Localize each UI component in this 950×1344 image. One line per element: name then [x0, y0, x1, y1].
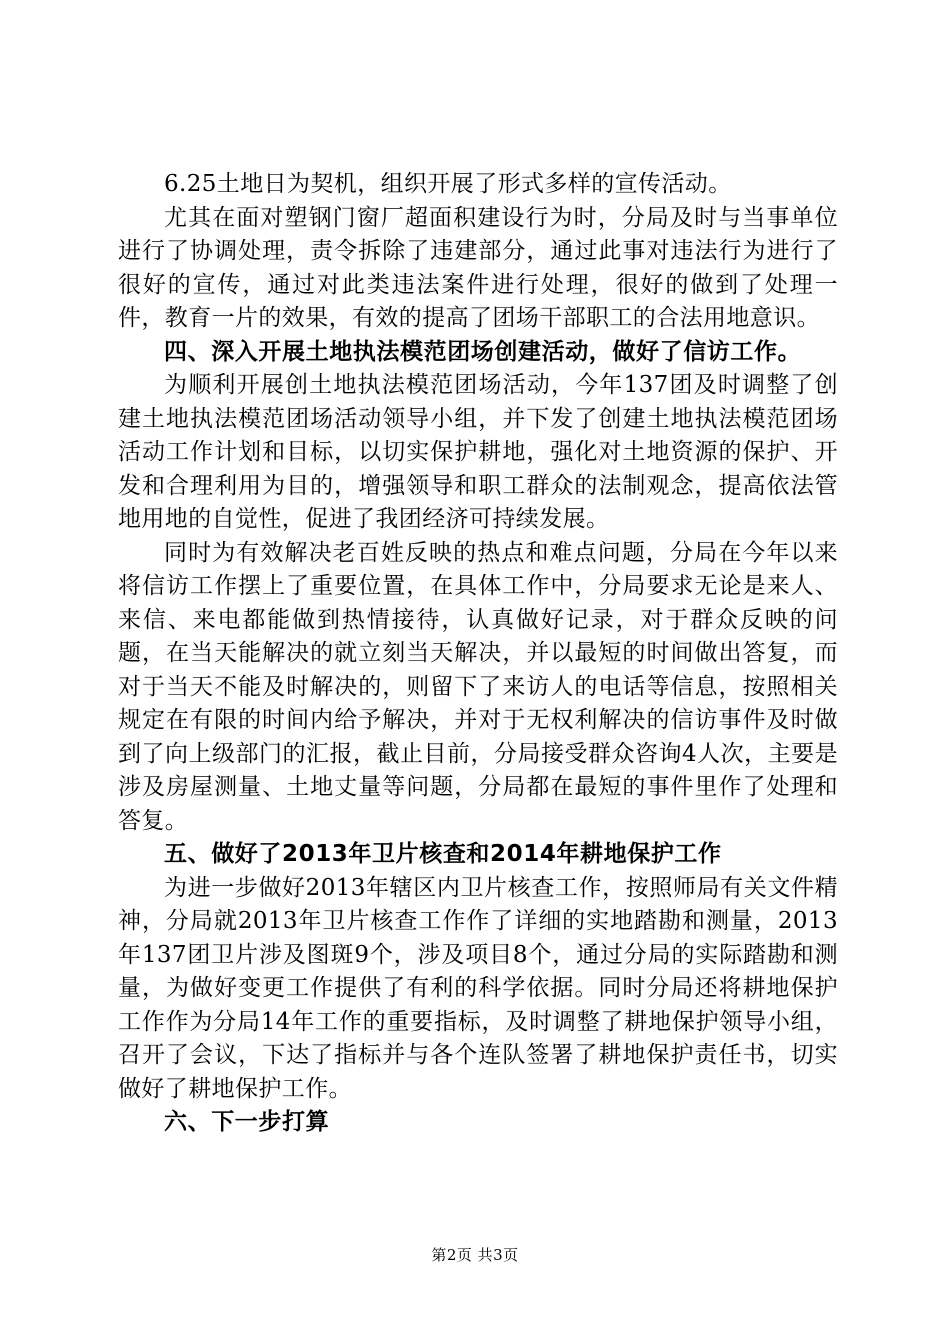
paragraph-satellite-check: 为进一步做好2013年辖区内卫片核查工作，按照师局有关文件精神，分局就2013年卫片核查工作作了详细的实地踏勘和测量，2013年137团卫片涉及图斑9个，涉及项目8个，通过分局的实际踏勘和测量，为做好变更工作提供了有利的科学依据。同时分局还将耕地保护工作作为分局14年工作的重要指标，及时调整了耕地保护领导小组，召开了会议，下达了指标并与各个连队签署了耕地保护责任书，切实做好了耕地保护工作。: [118, 874, 838, 1102]
paragraph-propaganda-intro: 6.25土地日为契机，组织开展了形式多样的宣传活动。: [164, 171, 732, 197]
document-body: [118, 168, 838, 1140]
section-heading-5: 五、做好了2013年卫片核查和2014年耕地保护工作: [164, 841, 722, 867]
paragraph-model-regiment: 为顺利开展创土地执法模范团场活动，今年137团及时调整了创建土地执法模范团场活动领导小组，并下发了创建土地执法模范团场活动工作计划和目标，以切实保护耕地，强化对土地资源的保护、开发和合理利用为目的，增强领导和职工群众的法制观念，提高依法管地用地的自觉性，促进了我团经济可持续发展。: [118, 372, 838, 532]
page-number-footer: 第2页 共3页: [431, 1246, 519, 1264]
paragraph-petition-work: 同时为有效解决老百姓反映的热点和难点问题，分局在今年以来将信访工作摆上了重要位置，在具体工作中，分局要求无论是来人、来信、来电都能做到热情接待，认真做好记录，对于群众反映的问题，在当天能解决的就立刻当天解决，并以最短的时间做出答复，而对于当天不能及时解决的，则留下了来访人的电话等信息，按照相关规定在有限的时间内给予解决，并对于无权利解决的信访事件及时做到了向上级部门的汇报，截止目前，分局接受群众咨询4人次，主要是涉及房屋测量、土地丈量等问题，分局都在最短的事件里作了处理和答复。: [118, 539, 838, 834]
paragraph-illegal-construction: 尤其在面对塑钢门窗厂超面积建设行为时，分局及时与当事单位进行了协调处理，责令拆除了违建部分，通过此事对违法行为进行了很好的宣传，通过对此类违法案件进行处理，很好的做到了处理一件，教育一片的效果，有效的提高了团场干部职工的合法用地意识。: [118, 204, 838, 331]
section-heading-6: 六、下一步打算: [164, 1109, 330, 1135]
section-heading-4: 四、深入开展土地执法模范团场创建活动，做好了信访工作。: [164, 338, 802, 365]
